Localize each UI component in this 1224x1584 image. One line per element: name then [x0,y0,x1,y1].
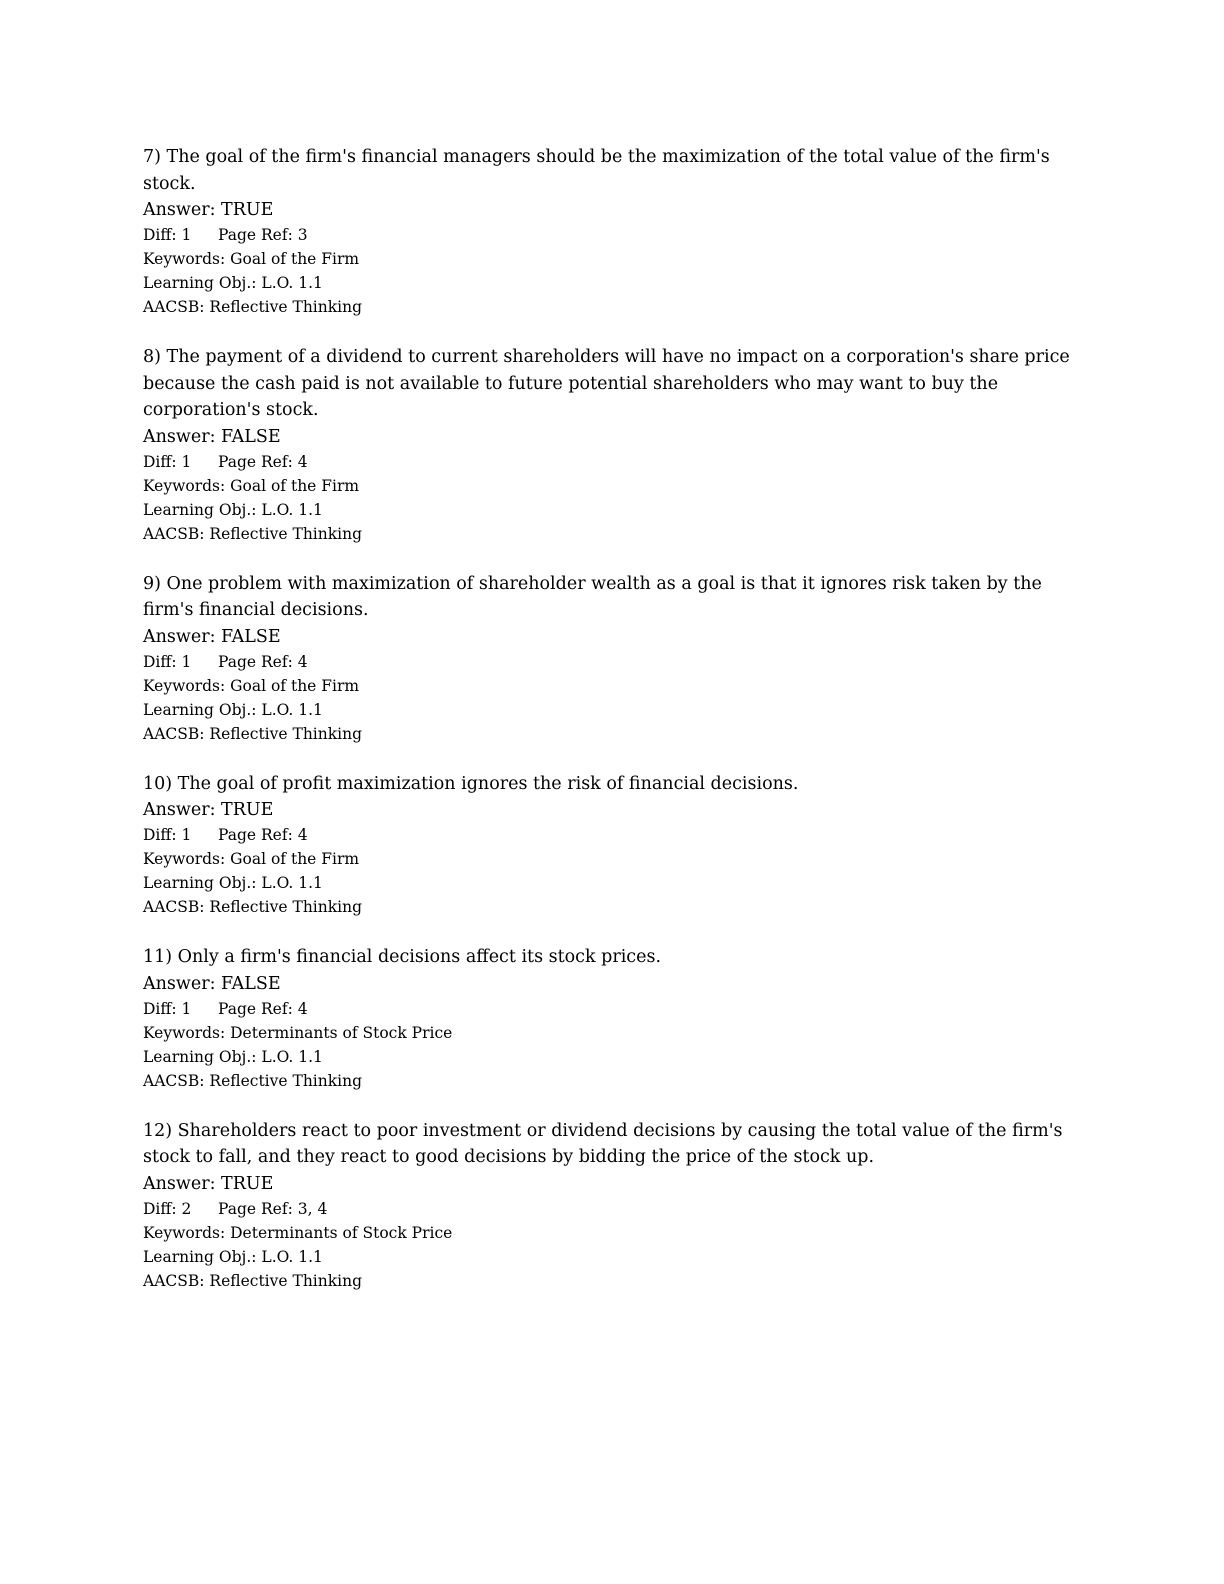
question-8 [143,344,1083,546]
keywords-line: Keywords: Goal of the Firm [143,476,360,495]
question-9 [143,571,1083,746]
document-page [143,144,1083,1318]
learning-objective-line: Learning Obj.: L.O. 1.1 [143,274,323,292]
page-reference: Page Ref: 3 [218,226,308,244]
question-10 [143,771,1083,920]
difficulty: Diff: 1 [143,999,192,1018]
page-reference: Page Ref: 4 [218,452,308,471]
difficulty-line [143,450,1083,474]
question-text: 12) Shareholders react to poor investment or dividend decisions by causing the total value of the firm's stock to fall, and they react to good decisions by bidding the price of the stock up. [143,1120,1063,1167]
question-7 [143,144,1083,319]
aacsb-line: AACSB: Reflective Thinking [143,1271,362,1290]
question-text: 11) Only a firm's financial decisions affect its stock prices. [143,947,662,967]
learning-objective-line: Learning Obj.: L.O. 1.1 [143,1247,323,1266]
keywords-line: Keywords: Goal of the Firm [143,250,360,268]
answer-line: Answer: TRUE [143,800,274,820]
aacsb-line: AACSB: Reflective Thinking [143,724,362,743]
difficulty: Diff: 1 [143,452,192,471]
difficulty-line [143,223,1083,247]
page-reference: Page Ref: 4 [218,652,308,671]
page-reference: Page Ref: 4 [218,999,308,1018]
answer-line: Answer: FALSE [143,626,281,647]
answer-line: Answer: TRUE [143,1173,274,1194]
keywords-line: Keywords: Determinants of Stock Price [143,1223,453,1242]
difficulty: Diff: 1 [143,826,192,844]
aacsb-line: AACSB: Reflective Thinking [143,1071,362,1090]
learning-objective-line: Learning Obj.: L.O. 1.1 [143,874,323,892]
question-text: 10) The goal of profit maximization ignores the risk of financial decisions. [143,773,799,794]
aacsb-line: AACSB: Reflective Thinking [143,298,362,316]
keywords-line: Keywords: Goal of the Firm [143,850,360,868]
question-text: 8) The payment of a dividend to current shareholders will have no impact on a corporation's share price because the cash paid is not available to future potential shareholders who may want to buy the corporation's stock. [143,347,1070,420]
page-reference: Page Ref: 3, 4 [218,1199,328,1218]
aacsb-line: AACSB: Reflective Thinking [143,524,362,543]
keywords-line: Keywords: Goal of the Firm [143,676,360,695]
question-text: 7) The goal of the firm's financial managers should be the maximization of the total value of the firm's stock. [143,147,1050,194]
answer-line: Answer: FALSE [143,426,281,447]
difficulty-line [143,1197,1083,1221]
difficulty: Diff: 1 [143,652,192,671]
question-12 [143,1118,1083,1293]
difficulty-line [143,823,1083,847]
question-11 [143,944,1083,1093]
answer-line: Answer: TRUE [143,200,274,220]
keywords-line: Keywords: Determinants of Stock Price [143,1023,453,1042]
difficulty-line [143,650,1083,674]
learning-objective-line: Learning Obj.: L.O. 1.1 [143,1047,323,1066]
question-text: 9) One problem with maximization of shareholder wealth as a goal is that it ignores risk taken by the firm's financial decisions. [143,573,1042,620]
page-reference: Page Ref: 4 [218,826,308,844]
difficulty: Diff: 1 [143,226,192,244]
learning-objective-line: Learning Obj.: L.O. 1.1 [143,700,323,719]
difficulty-line [143,997,1083,1021]
answer-line: Answer: FALSE [143,973,281,994]
aacsb-line: AACSB: Reflective Thinking [143,898,362,916]
learning-objective-line: Learning Obj.: L.O. 1.1 [143,500,323,519]
difficulty: Diff: 2 [143,1199,192,1218]
